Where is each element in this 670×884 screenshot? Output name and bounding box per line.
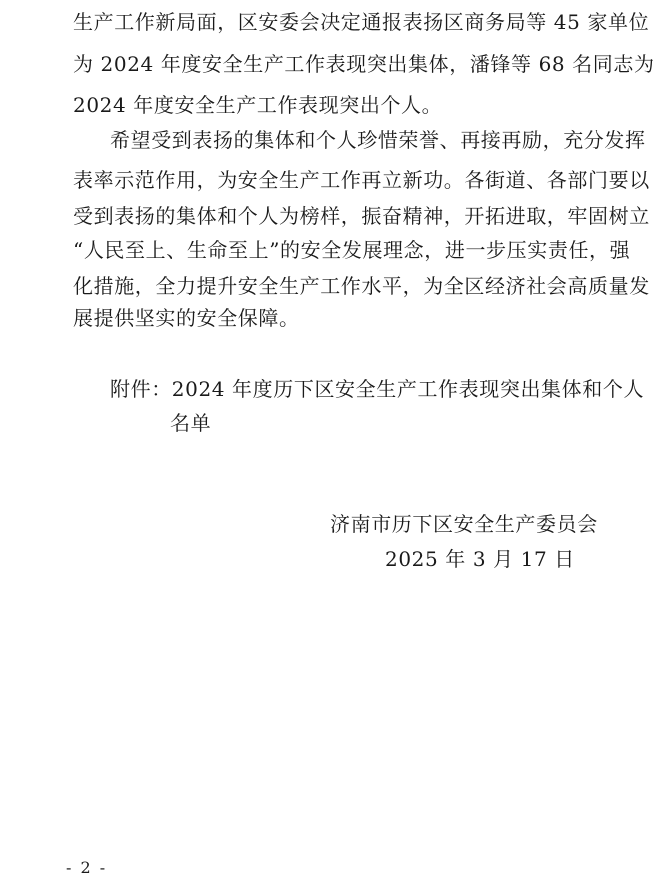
- attachment-line: 名单: [170, 411, 212, 435]
- text-line: “人民至上、生命至上”的安全发展理念，进一步压实责任，强: [73, 238, 631, 262]
- text-line: 希望受到表扬的集体和个人珍惜荣誉、再接再励，充分发挥: [110, 128, 646, 152]
- issue-date: 2025 年 3 月 17 日: [385, 547, 575, 571]
- text-line: 受到表扬的集体和个人为榜样，振奋精神，开拓进取，牢固树立: [73, 204, 650, 228]
- text-line: 化措施，全力提升安全生产工作水平，为全区经济社会高质量发: [73, 274, 650, 298]
- page-number: - 2 -: [66, 858, 108, 877]
- text-line: 表率示范作用，为安全生产工作再立新功。各街道、各部门要以: [73, 168, 650, 192]
- text-line: 2024 年度安全生产工作表现突出个人。: [73, 93, 443, 117]
- issuing-organization: 济南市历下区安全生产委员会: [330, 512, 598, 536]
- text-line: 为 2024 年度安全生产工作表现突出集体，潘锋等 68 名同志为: [73, 52, 655, 76]
- attachment-line: 附件：2024 年度历下区安全生产工作表现突出集体和个人: [110, 377, 645, 401]
- text-line: 展提供坚实的安全保障。: [73, 306, 300, 330]
- text-line: 生产工作新局面，区安委会决定通报表扬区商务局等 45 家单位: [73, 10, 650, 34]
